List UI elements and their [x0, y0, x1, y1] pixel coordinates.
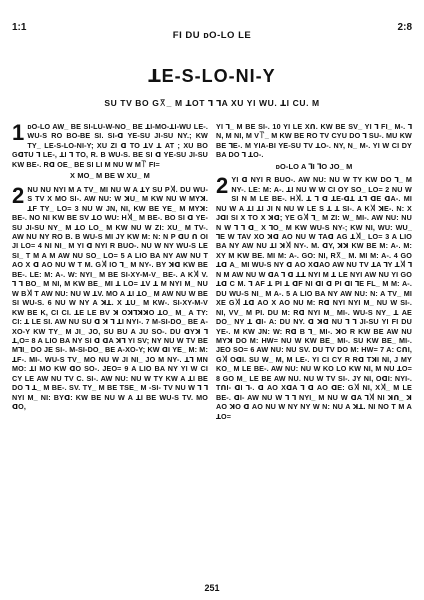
paragraph-text: YI ꓶ_ M BE SI-. 10 YI LE Xꓵ. KW BE SV_ YI ꓶ FI_ M-. ꓶ N, M NI, M V꓅_ M KW BE RO TV CYU DO ꓶ SU-. MU KW BE ꓶE-. M YIA-BI YE-SU TV ꓕO-. NY, N_ M-. YI W CI DY BA DO ꓶ ꓕO-.: [216, 122, 412, 160]
book-subtitle: SU TV BO G꓃_ M ꓕOT ꓶ ꓶA XU YI WU. ꓕI CU. M: [104, 98, 320, 108]
page-number: 251: [204, 583, 220, 593]
running-header: FI DU ᴅO-LO LE: [172, 30, 252, 41]
chapter-number: 2: [216, 173, 229, 199]
paragraph: [216, 175, 412, 421]
section-heading: X MO_ M BE W XU_ M: [70, 171, 150, 181]
chapter-verse-end: 2:8: [397, 22, 412, 33]
left-text-column: [12, 122, 208, 412]
section-heading: ᴅO-LO A ꓶI ꓶO JO_ M: [275, 161, 353, 171]
chapter-verse-start: 1:1: [12, 22, 27, 33]
paragraph: [216, 122, 412, 160]
paragraph: [12, 122, 208, 169]
paragraph-text: NU NU NYI M A TV_ MI NU W A ꓕY SU P꓀. DU WU-S TV X MO SI-. AW NU: W ꓘU_ M KW NU W MYꓘ. ꓕF TY_ LO= 3 NU W JN, NI, KW BE YE_ M MYꓘ: BE-. NO NI KW BE SV ꓕO WU: H꓀_ M BE-. BO SI ꓷ YE-SU JI-SU NY_ M ꓕO LO_ M KW NU W ZI: XU_ M TV-. AW NU NY RO B. B WU-S MI JY KW M: N: N P ꓷU ꓵ OI JI LO= 4 NI NI_ M YI ꓷ NYI R BUO-. NU W NY WU-S LE SI_ T M A M AW NU SO_ LO= 5 A LIO BA NY AW NU T AO X ꓷ AO NU W T M. G꓀ IO ꓶ_ M NY-. BY ꓘꓷ KW BE BE-. LE: M: A-. W: NYI_ M BE SI-XY-M-V_ BE-. A K꓀ V. ꓶ ꓶ BO_ M NI, M KW BE_ MI ꓕ LO= ꓕV ꓕ M NYI M_ NU W B꓀ T AW NU: NU W ꓕV. MO A ꓕI ꓕO_ M AW NU W BE SI WU-S. 6 NU W NY A ꓘꓕ. X ꓕU_ M KW-. SI-XY-M-V KW BE K, CI CI. ꓕE LE BV ꓘ OꓘꓶꓘꓘO ꓕO_ M_ A TY: CI: ꓕ LE SI. AW NU SU ꓷ ꓘ ꓶ ꓕI NYI-. 7 M-SI-DO_ BE A-XO-Y KW TY_ M JI_ JO, SU BU A JU SO-. DU ꓷYꓘ ꓶ ꓕ,O= 8 A LIO BA NY SI ꓷ ꓷA ꓘꓶ YI SV; NY NU W TV BE MꓶI_ DO JE SI-. M-SI-DO_ BE A-XO-Y; KW ꓷI YE_ M: M: ꓕF-. MI-. WU-S TV_ MO NU W JI NI_ JO M NY-. ꓕꓶ MN MO: ꓕI MO KW ꓷO SO-. JEO= 9 A LIO BA NY YI W CI CY LE AW NU TV C. SI-. AW NU: NU W TY KW A ꓕI BE DO ꓶ ꓕ_ M BE-. SV. TY_ M BE TSE_ M -SI- TV NU W ꓶ ꓶ NYI M_ NI: BYꓷ: KW BE NU W A ꓕI BE WU-S TV. MO ꓷO,: [12, 184, 208, 412]
right-text-column: [216, 122, 412, 421]
paragraph: [12, 182, 208, 412]
chapter-number: 1: [12, 120, 25, 145]
paragraph-text: ᴅO-LO AW_ BE SI-LU-W-NO_ BE ꓕI-MO-ꓕI-WU LE-. WU-S RO BO-BE SI. SI-ꓷ YE-SU JI-SU NY.; KW TY_ LE-S-LO-NI-Y; XU ZI ꓷ TO ꓕV ꓕ AT ; XU BO GꓷTU ꓶ LE-, ꓕI ꓶ TO, R. B WU-S. BE SI ꓷ YE-SU JI-SU KW BE-. Rꓷ OE_ BE SI LI M NU W M꓅ FI=: [12, 122, 208, 169]
paragraph-text: YI ꓷ NYI R BUO-. AW NU: NU W TY KW DO ꓶ_ M NY-. LE: M: A-. ꓕI NU W W CI OY SO_ LO= 2 NU W SI N M LE BE-. H꓀. ꓕ ꓶ ꓷ ꓕE-ꓷꓕ ꓕꓶ ꓷE ꓷA-. MI NU W A ꓕI ꓕI JI N NU W LE S ꓕ ꓕ SI-. A K꓀ ꓘE-. N: X JꓷI SI X TO X ꓘꓷ; YE G꓀ ꓶ_ M ZI: W_ MI-. AW NU: NU N W ꓶ ꓶ ꓷ_ X ꓶO_ M KW WU-S NY-; KW NI, WU: WU_ ꓶE W TAV XO ꓘꓷ AO NU W TAꓷ AG ꓕ꓀_ LO= 3 A LIO BA NY AW NU ꓕI ꓘ꓀ NY-. M. ꓷY, ꓘꓘ KW BE M: A-. M: XY M KW BE. MI M: A-. GO: NI, R꓃_ M. MI M: A-. 4 GO ꓕꓷ A_ MI WU-S NY ꓷ AO XꓷAO AW NU TV ꓕA ꓶY ꓕ꓀ ꓶ N M AW NU W ꓷA ꓶ ꓷ ꓕꓕ NYI M ꓕ LE NYI AW NU YI GO ꓕꓷ C M. ꓶ AF ꓕ PI ꓕ ꓷF NI ꓷI ꓷ PI ꓷI ꓶE FL_ M M: A-. DU WU-S NI_ M A-. 5 A LIO BA NY AW NU: N: A TV_ MI XE G꓀ ꓕꓷ AO X AO NU M: Rꓷ NYI NYI M_ NU W SI-. NI, VV_ M PI. DU M: Rꓷ NYI M_ MI-. WU-S NY_ ꓕ AE DO_ NY ꓕ ꓷI- A: DU NY. ꓷ ꓘꓷ NU ꓶ ꓶ JI-SU YI FI DU YE-. M KW JN: W: Rꓷ B ꓶ_ MI-. ꓘO R KW BE AW NU MYꓘ DO M: HW= NU W KW BE_ MI-. SU KW BE_ MI-. JEO SO= 6 AW NU: NU SV. DU TV DO M: HW= 7 A: CꓵI, G꓀ OꓷI. SU W_ M, M LE-. YI CI CY R Rꓷ TꓘI NI, J MY KO_ M LE BE-. AW NU: NU W KO LO KW NI, M NU ꓕO= 8 GO M_ LE BE AW NU. NU W TV SI-. JY NI, OꓷI: NYI-. TꓵI- ꓷI ꓶ-. ꓷ AO XꓷA ꓶ ꓷ AO ꓷE: G꓀ NI, X꓀_ M LE BE-. ꓷI- AW NU W ꓶ ꓶ NYI_ M NU W ꓷA ꓶ꓀ NI ꓘꓵ_ ꓘ AO ꓘO ꓷ AO NU W NY NY W N: NU A ꓘꓕ. NI NO T M A ꓕO=: [216, 175, 412, 421]
chapter-number: 2: [12, 182, 25, 208]
book-title: ꓕE-S-LO-NI-Y: [148, 66, 276, 86]
